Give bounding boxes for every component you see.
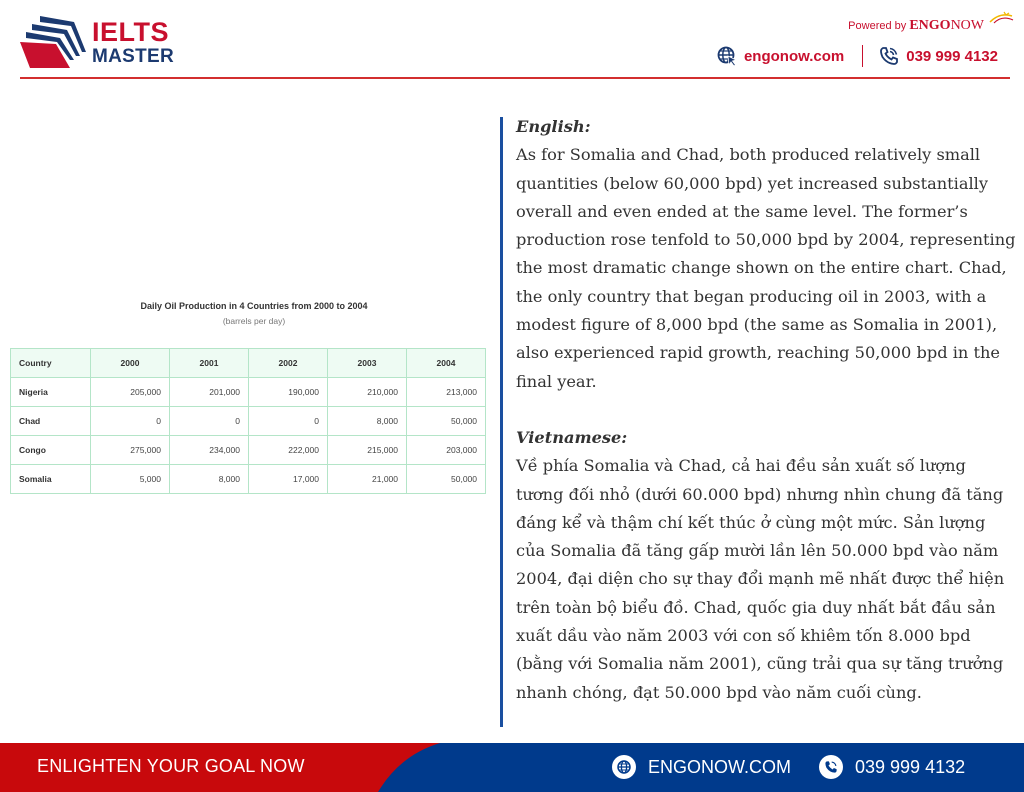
table-cell: 17,000 bbox=[249, 465, 328, 494]
page-footer bbox=[0, 743, 1024, 792]
oil-production-table bbox=[10, 348, 486, 494]
column-header: 2002 bbox=[249, 349, 328, 378]
table-cell: 205,000 bbox=[91, 378, 170, 407]
table-cell: 8,000 bbox=[328, 407, 407, 436]
header-divider bbox=[20, 77, 1010, 79]
globe-icon bbox=[612, 755, 636, 779]
engonow-brand-bold: ENGO bbox=[909, 18, 951, 33]
table-cell-country: Nigeria bbox=[11, 378, 91, 407]
footer-website-link[interactable] bbox=[612, 755, 791, 779]
table-header-row bbox=[11, 349, 486, 378]
book-pages-icon bbox=[20, 16, 86, 68]
table-row bbox=[11, 378, 486, 407]
table-cell: 21,000 bbox=[328, 465, 407, 494]
table-cell: 50,000 bbox=[407, 465, 486, 494]
table-row bbox=[11, 436, 486, 465]
english-paragraph: As for Somalia and Chad, both produced relatively small quantities (below 60,000 bpd) yet increased substantially overall and even ended at the same level. The former’s production rose tenfold to 50,000 bpd by 2004, representing the most dramatic change shown on the entire chart. Chad, the only country that began producing oil in 2003, with a modest figure of 8,000 bpd (the same as Somalia in 2001), also experienced rapid growth, reaching 50,000 bpd in the final year. bbox=[516, 145, 1016, 391]
footer-phone-link[interactable] bbox=[819, 755, 965, 779]
table-cell: 215,000 bbox=[328, 436, 407, 465]
phone-icon bbox=[879, 46, 899, 66]
column-header: 2004 bbox=[407, 349, 486, 378]
table-cell-country: Congo bbox=[11, 436, 91, 465]
engonow-brand-light: NOW bbox=[950, 18, 984, 33]
phone-icon bbox=[819, 755, 843, 779]
sparkle-swoosh-icon bbox=[988, 10, 1014, 24]
vietnamese-paragraph: Về phía Somalia và Chad, cả hai đều sản xuất số lượng tương đối nhỏ (dưới 60.000 bpd) nhưng nhìn chung đã tăng đáng kể và thậm chí kết thúc ở cùng một mức. Sản lượng của Somalia đã tăng gấp mười lần lên 50.000 bpd vào năm 2004, đại diện cho sự thay đổi mạnh mẽ nhất được thể hiện trên toàn bộ biểu đồ. Chad, quốc gia duy nhất bắt đầu sản xuất dầu vào năm 2003 với con số khiêm tốn 8.000 bpd (bằng với Somalia năm 2001), cũng trải qua sự tăng trưởng nhanh chóng, đạt 50.000 bpd vào năm cuối cùng. bbox=[516, 456, 1005, 702]
page-header bbox=[0, 0, 1024, 80]
table-cell: 8,000 bbox=[170, 465, 249, 494]
powered-by-prefix: Powered by bbox=[848, 20, 910, 32]
table-cell: 222,000 bbox=[249, 436, 328, 465]
table-row bbox=[11, 465, 486, 494]
english-label: English: bbox=[516, 117, 591, 136]
logo-master-text: MASTER bbox=[92, 46, 175, 67]
table-cell: 190,000 bbox=[249, 378, 328, 407]
footer-phone-text: 039 999 4132 bbox=[855, 756, 966, 777]
vietnamese-label: Vietnamese: bbox=[516, 427, 628, 447]
table-cell-country: Somalia bbox=[11, 465, 91, 494]
header-website-text: engonow.com bbox=[743, 47, 845, 65]
column-header: Country bbox=[11, 349, 91, 378]
footer-website-text: ENGONOW.COM bbox=[648, 756, 791, 777]
header-phone-text: 039 999 4132 bbox=[906, 47, 998, 65]
table-cell: 0 bbox=[249, 407, 328, 436]
table-cell: 275,000 bbox=[91, 436, 170, 465]
contact-separator bbox=[862, 45, 863, 67]
table-cell-country: Chad bbox=[11, 407, 91, 436]
table-cell: 50,000 bbox=[407, 407, 486, 436]
table-cell: 201,000 bbox=[170, 378, 249, 407]
column-header: 2003 bbox=[328, 349, 407, 378]
table-cell: 234,000 bbox=[170, 436, 249, 465]
footer-slogan: ENLIGHTEN YOUR GOAL NOW bbox=[37, 756, 305, 776]
table-title: Daily Oil Production in 4 Countries from 2000 to 2004 bbox=[140, 301, 368, 311]
footer-contact bbox=[612, 754, 965, 780]
ielts-master-logo[interactable] bbox=[20, 16, 190, 68]
sample-answer-text bbox=[516, 113, 1016, 707]
paragraph-spacer bbox=[516, 396, 1016, 424]
table-cell: 0 bbox=[91, 407, 170, 436]
table-subtitle: (barrels per day) bbox=[222, 316, 286, 326]
header-website-link[interactable] bbox=[717, 46, 844, 66]
column-header: 2001 bbox=[170, 349, 249, 378]
table-cell: 210,000 bbox=[328, 378, 407, 407]
oil-production-table-panel bbox=[10, 300, 488, 494]
logo-ielts-text: IELTS bbox=[92, 17, 170, 47]
table-cell: 0 bbox=[170, 407, 249, 436]
globe-cursor-icon bbox=[717, 46, 737, 66]
table-cell: 203,000 bbox=[407, 436, 486, 465]
header-contact bbox=[717, 45, 998, 67]
powered-by-engonow[interactable] bbox=[848, 18, 984, 34]
table-cell: 213,000 bbox=[407, 378, 486, 407]
table-cell: 5,000 bbox=[91, 465, 170, 494]
content-divider bbox=[500, 117, 503, 727]
column-header: 2000 bbox=[91, 349, 170, 378]
header-phone-link[interactable] bbox=[879, 46, 998, 66]
table-row bbox=[11, 407, 486, 436]
